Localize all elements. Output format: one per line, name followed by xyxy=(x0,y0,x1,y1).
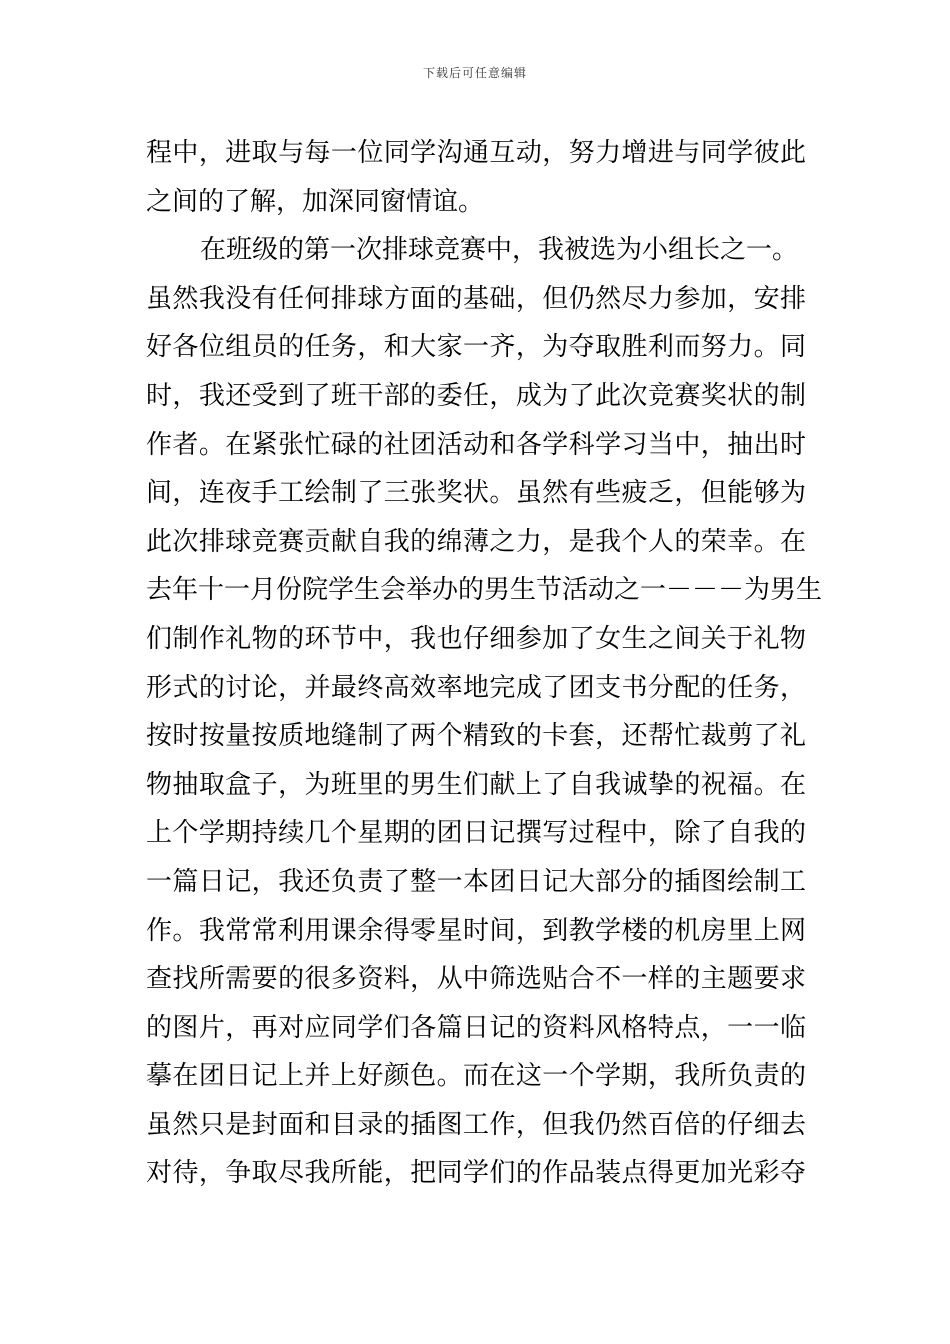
text-line: 上个学期持续几个星期的团日记撰写过程中，除了自我的 xyxy=(146,818,806,849)
text-line: 此次排球竞赛贡献自我的绵薄之力，是我个人的荣幸。在 xyxy=(146,526,806,557)
text-line: 的图片，再对应同学们各篇日记的资料风格特点，一一临 xyxy=(146,1012,806,1043)
page-header: 下载后可任意编辑 xyxy=(422,66,527,80)
document-body xyxy=(146,129,823,1198)
text-line: 查找所需要的很多资料，从中筛选贴合不一样的主题要求 xyxy=(146,964,806,995)
text-line: 间，连夜手工绘制了三张奖状。虽然有些疲乏，但能够为 xyxy=(146,478,806,509)
text-line: 之间的了解，加深同窗情谊。 xyxy=(146,186,485,217)
text-line: 作者。在紧张忙碌的社团活动和各学科学习当中，抽出时 xyxy=(146,429,806,460)
text-line: 程中，进取与每一位同学沟通互动，努力增进与同学彼此 xyxy=(146,138,806,168)
text-line: 在班级的第一次排球竞赛中，我被选为小组长之一。 xyxy=(200,235,799,266)
text-line: 虽然只是封面和目录的插图工作，但我仍然百倍的仔细去 xyxy=(146,1109,806,1140)
text-line: 作。我常常利用课余得零星时间，到教学楼的机房里上网 xyxy=(146,915,806,946)
text-line: 摹在团日记上并上好颜色。而在这一个学期，我所负责的 xyxy=(146,1061,806,1092)
text-line: 去年十一月份院学生会举办的男生节活动之一－－－为男生 xyxy=(146,575,823,606)
text-line: 物抽取盒子，为班里的男生们献上了自我诚挚的祝福。在 xyxy=(146,769,806,800)
text-line: 对待，争取尽我所能，把同学们的作品装点得更加光彩夺 xyxy=(146,1158,806,1189)
text-line: 虽然我没有任何排球方面的基础，但仍然尽力参加，安排 xyxy=(146,283,806,314)
paragraph-2 xyxy=(146,226,823,1198)
text-line: 好各位组员的任务，和大家一齐，为夺取胜利而努力。同 xyxy=(146,332,806,363)
text-line: 一篇日记，我还负责了整一本团日记大部分的插图绘制工 xyxy=(146,866,806,897)
text-line: 们制作礼物的环节中，我也仔细参加了女生之间关于礼物 xyxy=(146,623,806,654)
text-line: 时，我还受到了班干部的委任，成为了此次竞赛奖状的制 xyxy=(146,380,806,411)
paragraph-1 xyxy=(146,129,806,226)
text-line: 按时按量按质地缝制了两个精致的卡套，还帮忙裁剪了礼 xyxy=(146,721,806,752)
text-line: 形式的讨论，并最终高效率地完成了团支书分配的任务， xyxy=(146,672,806,703)
